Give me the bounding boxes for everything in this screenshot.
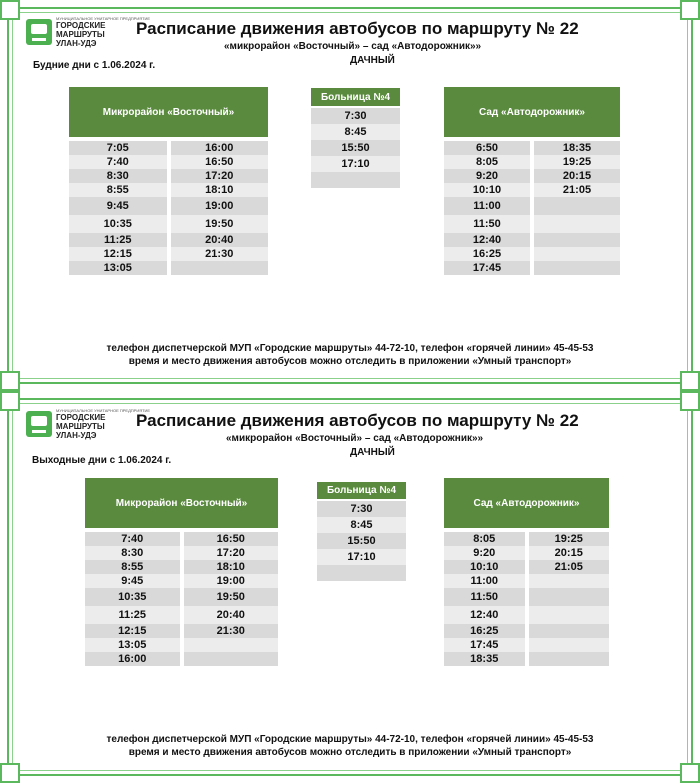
time-cell: 7:05: [69, 141, 167, 155]
logo-line: УЛАН-УДЭ: [56, 39, 97, 48]
logo-caption: МУНИЦИПАЛЬНОЕ УНИТАРНОЕ ПРЕДПРИЯТИЕ: [56, 408, 151, 413]
table-row: [69, 155, 268, 169]
table-row: [444, 560, 609, 574]
time-cell: 13:05: [85, 638, 180, 652]
table-row: [444, 141, 620, 155]
time-rows: [444, 532, 609, 666]
time-cell: 11:00: [444, 574, 525, 588]
time-cell: [184, 638, 279, 652]
time-cell: [534, 261, 620, 275]
days-label: Будние дни с 1.06.2024 г.: [33, 60, 156, 71]
table-row: [444, 606, 609, 624]
time-cell: [171, 261, 269, 275]
stop-column-avtodorozhnik: [444, 478, 609, 666]
time-cell: 20:40: [184, 606, 279, 624]
time-cell: 10:10: [444, 183, 530, 197]
contact-info: [0, 342, 700, 368]
logo-caption: МУНИЦИПАЛЬНОЕ УНИТАРНОЕ ПРЕДПРИЯТИЕ: [56, 16, 151, 21]
time-cell: 7:30: [317, 501, 406, 517]
table-row: [444, 233, 620, 247]
time-cell: 16:25: [444, 247, 530, 261]
route-subtitle: «микрорайон «Восточный» – сад «Автодорожник»»: [224, 41, 482, 52]
time-rows: [311, 108, 400, 188]
table-row: [311, 124, 400, 140]
table-row: [317, 565, 406, 581]
time-cell: 18:10: [184, 560, 279, 574]
time-cell: 21:05: [534, 183, 620, 197]
time-cell: 10:35: [85, 588, 180, 606]
time-rows: [317, 501, 406, 581]
time-cell: 12:40: [444, 233, 530, 247]
weekend-schedule-panel: [0, 391, 700, 783]
time-rows: [85, 532, 278, 666]
time-cell: 21:30: [184, 624, 279, 638]
route-type-label: ДАЧНЫЙ: [350, 447, 395, 458]
time-cell: 8:45: [311, 124, 400, 140]
time-cell: 7:30: [311, 108, 400, 124]
time-cell: 13:05: [69, 261, 167, 275]
table-row: [69, 141, 268, 155]
stop-column-avtodorozhnik: [444, 87, 620, 275]
time-cell: 19:00: [184, 574, 279, 588]
time-cell: 20:40: [171, 233, 269, 247]
table-row: [85, 546, 278, 560]
table-row: [69, 233, 268, 247]
table-row: [444, 215, 620, 233]
table-row: [85, 652, 278, 666]
table-row: [85, 606, 278, 624]
time-cell: 8:45: [317, 517, 406, 533]
logo-line: ГОРОДСКИЕ: [56, 21, 106, 30]
time-cell: [184, 652, 279, 666]
app-line: время и место движения автобусов можно отследить в приложении «Умный транспорт»: [128, 356, 572, 367]
stop-header: Микрорайон «Восточный»: [85, 478, 278, 528]
time-cell: 15:50: [317, 533, 406, 549]
time-cell: 10:35: [69, 215, 167, 233]
time-cell: 18:35: [534, 141, 620, 155]
table-row: [69, 261, 268, 275]
time-cell: [529, 624, 610, 638]
time-cell: 17:20: [171, 169, 269, 183]
time-cell: 11:25: [69, 233, 167, 247]
time-cell: 17:10: [317, 549, 406, 565]
stop-column-hospital: [317, 482, 406, 581]
table-row: [69, 183, 268, 197]
logo-line: МАРШРУТЫ: [56, 30, 105, 39]
table-row: [444, 155, 620, 169]
time-cell: 16:25: [444, 624, 525, 638]
company-logo: [26, 408, 150, 440]
stop-header: Сад «Автодорожник»: [444, 87, 620, 137]
route-type-label: ДАЧНЫЙ: [350, 55, 395, 66]
time-cell: 10:10: [444, 560, 525, 574]
time-cell: 11:25: [85, 606, 180, 624]
time-cell: [529, 606, 610, 624]
time-rows: [444, 141, 620, 275]
table-row: [444, 652, 609, 666]
time-cell: 16:50: [184, 532, 279, 546]
time-cell: [534, 233, 620, 247]
table-row: [69, 215, 268, 233]
time-cell: 8:55: [69, 183, 167, 197]
stop-header: Больница №4: [311, 88, 400, 106]
time-cell: [529, 652, 610, 666]
time-cell: 12:15: [69, 247, 167, 261]
page-title: Расписание движения автобусов по маршруту № 22: [136, 411, 579, 430]
time-cell: 8:30: [69, 169, 167, 183]
table-row: [311, 172, 400, 188]
table-row: [85, 574, 278, 588]
time-cell: [534, 215, 620, 233]
time-cell: [534, 247, 620, 261]
time-cell: 19:25: [534, 155, 620, 169]
frame-corner: [680, 371, 700, 391]
time-cell: 18:10: [171, 183, 269, 197]
table-row: [317, 501, 406, 517]
time-cell: 9:45: [69, 197, 167, 215]
time-cell: 7:40: [69, 155, 167, 169]
table-row: [444, 247, 620, 261]
bus-icon: [26, 411, 52, 437]
route-subtitle: «микрорайон «Восточный» – сад «Автодорожник»»: [226, 433, 484, 444]
time-cell: 12:40: [444, 606, 525, 624]
frame-corner: [0, 763, 20, 783]
time-cell: [529, 574, 610, 588]
time-cell: 17:45: [444, 261, 530, 275]
time-cell: [317, 565, 406, 581]
stop-header: Больница №4: [317, 482, 406, 499]
frame-corner: [0, 371, 20, 391]
bus-icon: [26, 19, 52, 45]
time-cell: [529, 588, 610, 606]
time-cell: 9:45: [85, 574, 180, 588]
table-row: [444, 197, 620, 215]
time-cell: 11:50: [444, 588, 525, 606]
time-cell: 16:50: [171, 155, 269, 169]
table-row: [317, 517, 406, 533]
frame-corner: [0, 0, 20, 20]
frame-corner: [680, 0, 700, 20]
time-cell: 21:30: [171, 247, 269, 261]
frame-corner: [680, 763, 700, 783]
app-line: время и место движения автобусов можно отследить в приложении «Умный транспорт»: [128, 747, 572, 758]
table-row: [444, 638, 609, 652]
table-row: [311, 108, 400, 124]
table-row: [69, 169, 268, 183]
contact-info: [0, 733, 700, 759]
time-cell: 16:00: [171, 141, 269, 155]
time-cell: 12:15: [85, 624, 180, 638]
table-row: [317, 533, 406, 549]
table-row: [317, 549, 406, 565]
table-row: [444, 624, 609, 638]
logo-line: УЛАН-УДЭ: [56, 431, 97, 440]
time-cell: 19:50: [171, 215, 269, 233]
table-row: [444, 532, 609, 546]
table-row: [444, 574, 609, 588]
time-cell: 8:55: [85, 560, 180, 574]
phone-line: телефон диспетчерской МУП «Городские маршруты» 44-72-10, телефон «горячей линии» 45-45-53: [106, 734, 594, 745]
time-cell: 20:15: [534, 169, 620, 183]
time-cell: 6:50: [444, 141, 530, 155]
stop-column-hospital: [311, 88, 400, 188]
time-cell: 16:00: [85, 652, 180, 666]
time-cell: 7:40: [85, 532, 180, 546]
logo-line: ГОРОДСКИЕ: [56, 413, 106, 422]
time-cell: 8:05: [444, 532, 525, 546]
time-cell: 21:05: [529, 560, 610, 574]
table-row: [85, 560, 278, 574]
table-row: [69, 247, 268, 261]
stop-header: Сад «Автодорожник»: [444, 478, 609, 528]
table-row: [311, 156, 400, 172]
frame-corner: [0, 391, 20, 411]
table-row: [85, 588, 278, 606]
time-cell: 17:20: [184, 546, 279, 560]
time-cell: [529, 638, 610, 652]
time-rows: [69, 141, 268, 275]
time-cell: 20:15: [529, 546, 610, 560]
time-cell: 17:45: [444, 638, 525, 652]
time-cell: 9:20: [444, 546, 525, 560]
stop-header: Микрорайон «Восточный»: [69, 87, 268, 137]
table-row: [444, 588, 609, 606]
table-row: [444, 169, 620, 183]
table-row: [311, 140, 400, 156]
table-row: [85, 624, 278, 638]
page-title: Расписание движения автобусов по маршруту № 22: [136, 19, 579, 38]
time-cell: 19:00: [171, 197, 269, 215]
stop-column-vostochny: [69, 87, 268, 275]
time-cell: 11:50: [444, 215, 530, 233]
table-row: [444, 183, 620, 197]
company-logo: [26, 16, 150, 48]
table-row: [85, 638, 278, 652]
time-cell: 11:00: [444, 197, 530, 215]
time-cell: [311, 172, 400, 188]
time-cell: 19:50: [184, 588, 279, 606]
table-row: [444, 546, 609, 560]
time-cell: 18:35: [444, 652, 525, 666]
stop-column-vostochny: [85, 478, 278, 666]
time-cell: 15:50: [311, 140, 400, 156]
table-row: [69, 197, 268, 215]
weekday-schedule-panel: [0, 0, 700, 391]
frame-corner: [680, 391, 700, 411]
table-row: [444, 261, 620, 275]
logo-line: МАРШРУТЫ: [56, 422, 105, 431]
time-cell: [534, 197, 620, 215]
table-row: [85, 532, 278, 546]
phone-line: телефон диспетчерской МУП «Городские маршруты» 44-72-10, телефон «горячей линии» 45-45-53: [106, 343, 594, 354]
time-cell: 8:05: [444, 155, 530, 169]
days-label: Выходные дни с 1.06.2024 г.: [32, 455, 172, 466]
time-cell: 9:20: [444, 169, 530, 183]
time-cell: 17:10: [311, 156, 400, 172]
time-cell: 8:30: [85, 546, 180, 560]
time-cell: 19:25: [529, 532, 610, 546]
